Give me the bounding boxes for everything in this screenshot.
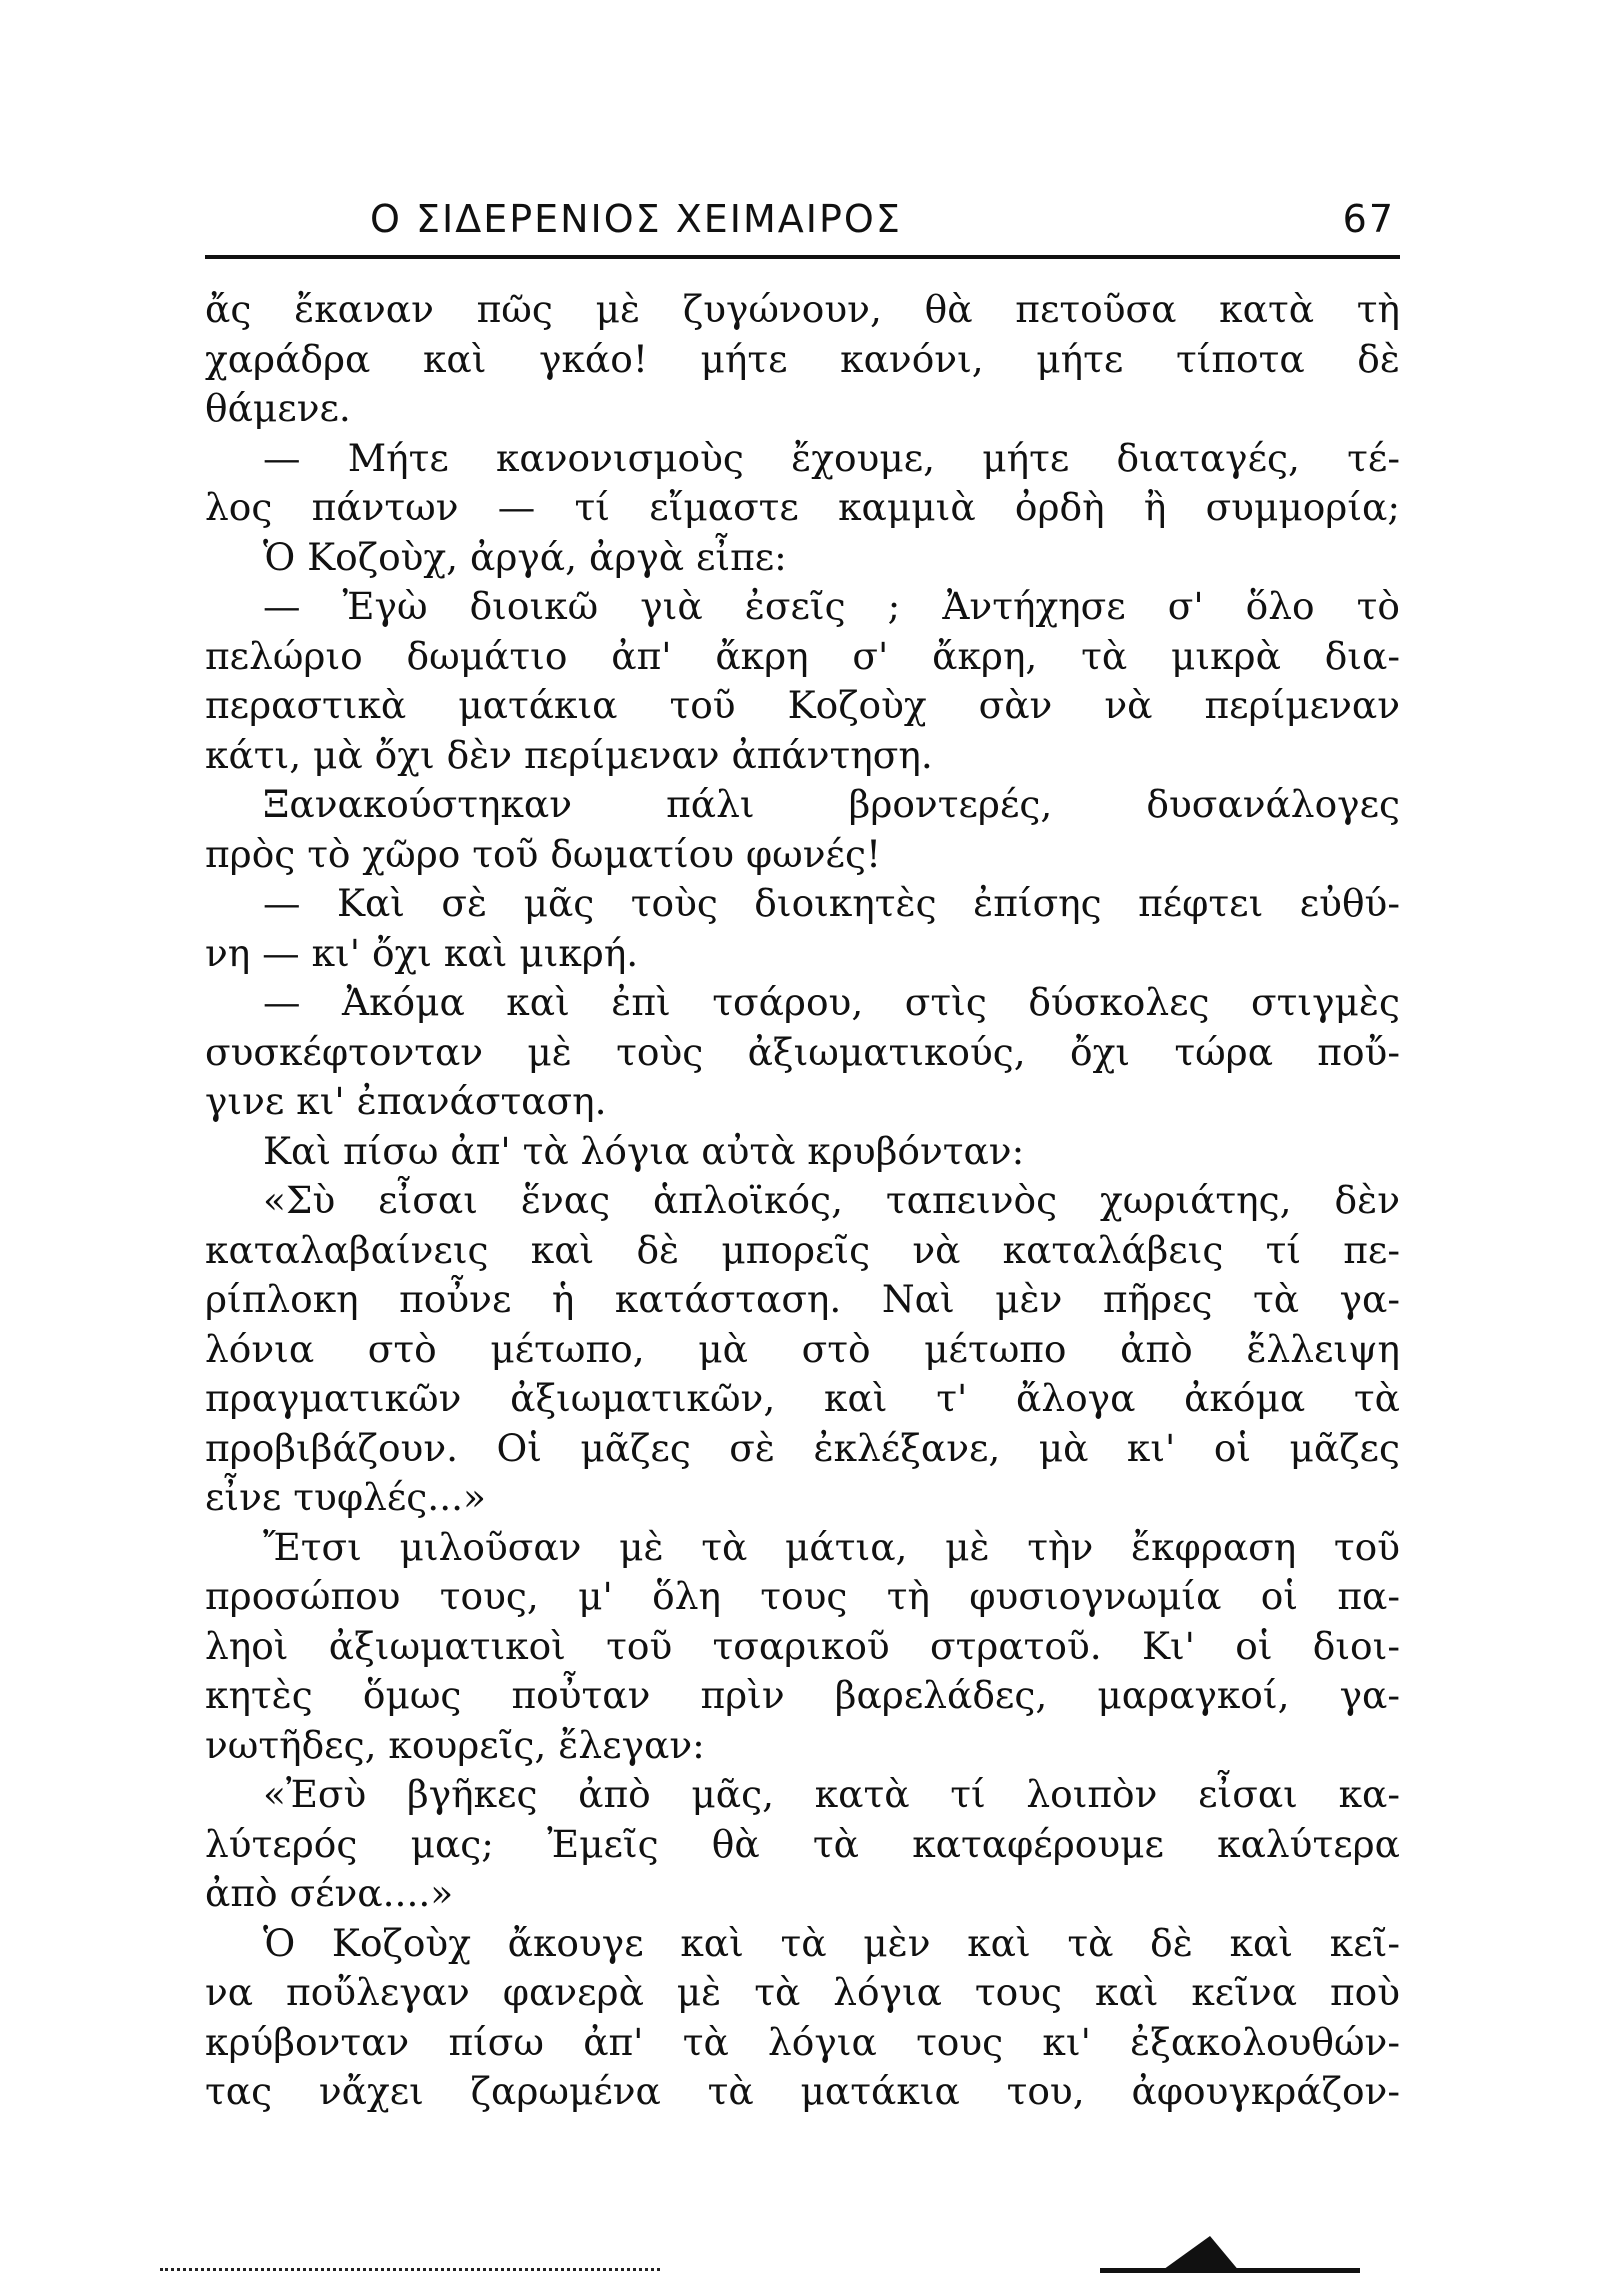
text-line: λόνια στὸ μέτωπο, μὰ στὸ μέτωπο ἀπὸ ἔλλειψη — [205, 1326, 1400, 1371]
text-line: ρίπλοκη ποὖνε ἡ κατάσταση. Ναὶ μὲν πῆρες τὰ γα- — [205, 1277, 1400, 1321]
text-line: ληοὶ ἀξιωματικοὶ τοῦ τσαρικοῦ στρατοῦ. Κι' οἱ διοι- — [205, 1623, 1400, 1668]
text-line: πρὸς τὸ χῶρο τοῦ δωματίου φωνές! — [205, 831, 882, 876]
text-line: «Ἐσὺ βγῆκες ἀπὸ μᾶς, κατὰ τί λοιπὸν εἶσαι κα- — [263, 1772, 1400, 1816]
text-line: Ὁ Κοζοὺχ, ἀργά, ἀργὰ εἶπε: — [263, 534, 787, 579]
running-head — [205, 185, 1400, 255]
text-line: — Καὶ σὲ μᾶς τοὺς διοικητὲς ἐπίσης πέφτει εὐθύ- — [263, 881, 1400, 925]
text-line: πραγματικῶν ἀξιωματικῶν, καὶ τ' ἄλογα ἀκόμα τὰ — [205, 1376, 1400, 1420]
text-line: — Μήτε κανονισμοὺς ἔχουμε, μήτε διαταγές, τέ- — [263, 435, 1400, 480]
text-line: ἄς ἔκαναν πῶς μὲ ζυγώνουν, θὰ πετοῦσα κατὰ τὴ — [205, 287, 1400, 331]
text-line: πελώριο δωμάτιο ἀπ' ἄκρη σ' ἄκρη, τὰ μικρὰ δια- — [205, 633, 1400, 678]
text-line: γινε κι' ἐπανάσταση. — [205, 1079, 607, 1123]
text-line: προσώπου τους, μ' ὅλη τους τὴ φυσιογνωμία οἱ πα- — [205, 1574, 1400, 1618]
text-line: καταλαβαίνεις καὶ δὲ μπορεῖς νὰ καταλάβεις τί πε- — [205, 1227, 1400, 1272]
body-text — [205, 285, 1400, 2117]
text-line: χαράδρα καὶ γκάο! μήτε κανόνι, μήτε τίποτα δὲ — [205, 336, 1400, 381]
text-line: νη — κι' ὄχι καὶ μικρή. — [205, 930, 639, 975]
ink-smudge-base — [1100, 2268, 1360, 2273]
running-title: Ο ΣΙΔΕΡΕΝΙΟΣ ΧΕΙΜΑΙΡΟΣ — [370, 197, 902, 241]
text-line: νωτῆδες, κουρεῖς, ἔλεγαν: — [205, 1722, 705, 1767]
text-line: κητὲς ὅμως ποὖταν πρὶν βαρελάδες, μαραγκοί, γα- — [205, 1673, 1400, 1717]
text-line: συσκέφτονταν μὲ τοὺς ἀξιωματικούς, ὄχι τώρα ποὔ- — [205, 1029, 1400, 1074]
text-line: προβιβάζουν. Οἱ μᾶζες σὲ ἐκλέξανε, μὰ κι' οἱ μᾶζες — [205, 1425, 1400, 1470]
text-line: Ἔτσι μιλοῦσαν μὲ τὰ μάτια, μὲ τὴν ἔκφραση τοῦ — [263, 1524, 1400, 1569]
text-line: Ξανακούστηκαν πάλι βροντερές, δυσανάλογες — [263, 782, 1400, 826]
text-line: «Σὺ εἶσαι ἕνας ἁπλοϊκός, ταπεινὸς χωριάτης, δὲν — [263, 1178, 1400, 1222]
text-line: τας νἄχει ζαρωμένα τὰ ματάκια του, ἀφουγκράζον- — [205, 2069, 1400, 2113]
text-line: περαστικὰ ματάκια τοῦ Κοζοὺχ σὰν νὰ περίμεναν — [205, 683, 1400, 727]
text-line: — Ἀκόμα καὶ ἐπὶ τσάρου, στὶς δύσκολες στιγμὲς — [263, 980, 1400, 1024]
text-line: ἀπὸ σένα....» — [205, 1871, 454, 1915]
text-line: — Ἐγὼ διοικῶ γιὰ ἐσεῖς ; Ἀντήχησε σ' ὅλο τὸ — [263, 584, 1400, 628]
text-line: να ποὔλεγαν φανερὰ μὲ τὰ λόγια τους καὶ κεῖνα ποὺ — [205, 1970, 1400, 2014]
book-page — [205, 185, 1400, 2117]
text-line: κάτι, μὰ ὄχι δὲν περίμεναν ἀπάντηση. — [205, 732, 933, 777]
scan-artifacts — [160, 2254, 1230, 2274]
text-line: Ὁ Κοζοὺχ ἄκουγε καὶ τὰ μὲν καὶ τὰ δὲ καὶ κεῖ- — [263, 1920, 1400, 1965]
header-rule — [205, 255, 1400, 259]
text-line: λύτερός μας; Ἐμεῖς θὰ τὰ καταφέρουμε καλύτερα — [205, 1821, 1400, 1866]
text-line: κρύβονταν πίσω ἀπ' τὰ λόγια τους κι' ἐξακολουθών- — [205, 2019, 1400, 2064]
text-line: εἶνε τυφλές...» — [205, 1475, 486, 1519]
bottom-rule — [160, 2268, 660, 2271]
text-line: λος πάντων — τί εἴμαστε καμμιὰ ὀρδὴ ἢ συμμορία; — [205, 485, 1400, 529]
ink-smudge — [1160, 2236, 1240, 2272]
page-number: 67 — [1342, 197, 1395, 241]
text-line: Καὶ πίσω ἀπ' τὰ λόγια αὐτὰ κρυβόνταν: — [263, 1128, 1025, 1173]
text-line: θάμενε. — [205, 386, 351, 430]
